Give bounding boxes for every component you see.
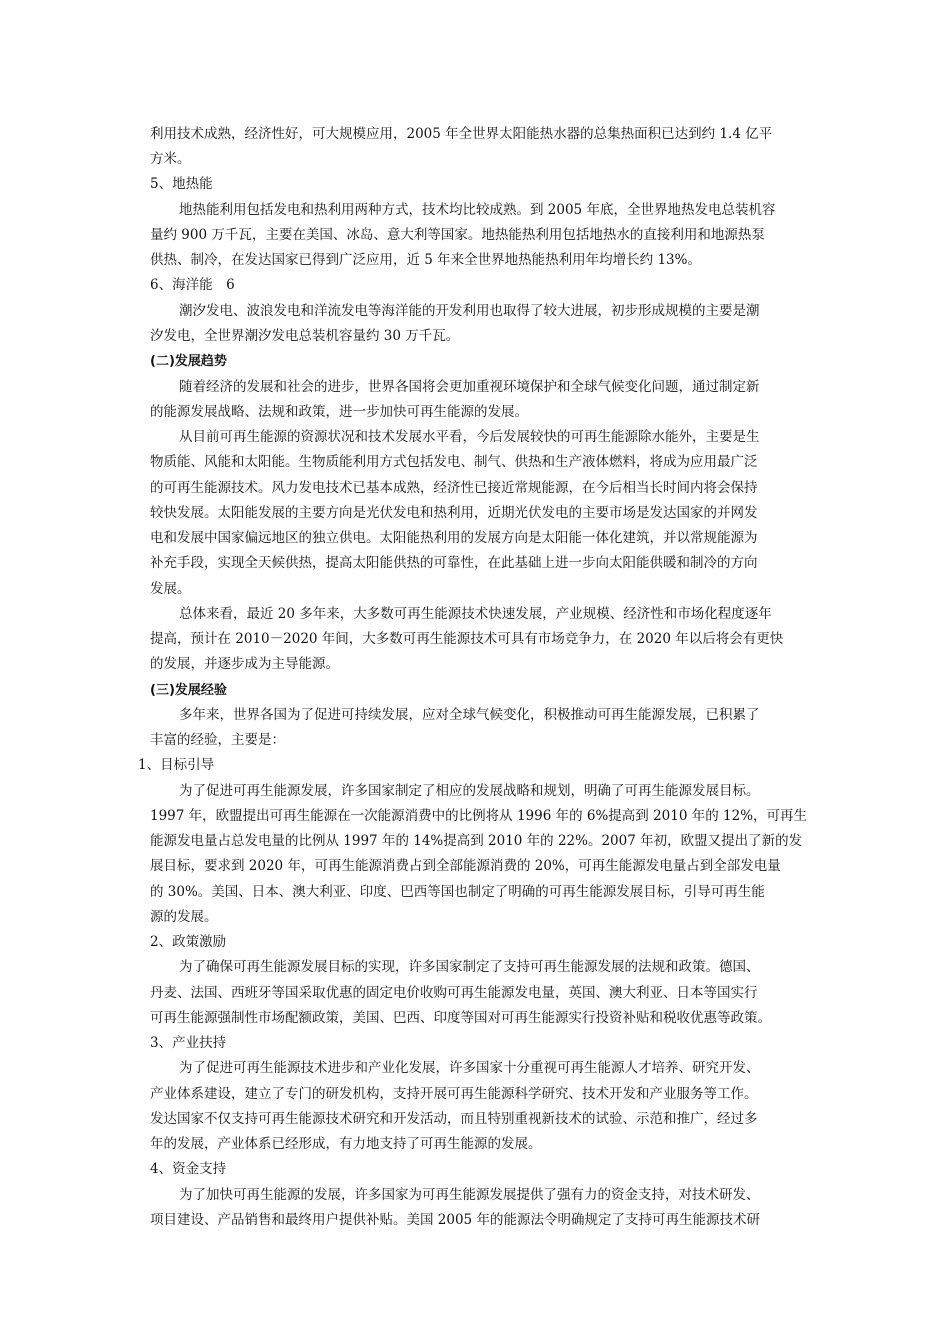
paragraph-start: 潮汐发电、波浪发电和洋流发电等海洋能的开发利用也取得了较大进展，初步形成规模的主要是潮 <box>179 303 760 319</box>
paragraph-start: 多年来，世界各国为了促进可持续发展，应对全球气候变化，积极推动可再生能源发展，已积累了 <box>179 707 760 723</box>
paragraph-start: 随着经济的发展和社会的进步，世界各国将会更加重视环境保护和全球气候变化问题，通过制定新 <box>179 379 760 395</box>
text-line: 利用技术成熟，经济性好，可大规模应用，2005 年全世界太阳能热水器的总集热面积已达到约 1.4 亿平 <box>150 126 773 142</box>
text-line: 电和发展中国家偏远地区的独立供电。太阳能热利用的发展方向是太阳能一体化建筑，并以常规能源为 <box>150 530 758 546</box>
text-line: 较快发展。太阳能发展的主要方向是光伏发电和热利用，近期光伏发电的主要市场是发达国家的并网发 <box>150 505 758 521</box>
paragraph-start: 地热能利用包括发电和热利用两种方式，技术均比较成熟。到 2005 年底，全世界地热发电总装机容 <box>179 202 776 218</box>
text-line: 展目标，要求到 2020 年，可再生能源消费占到全部能源消费的 20%，可再生能源发电量占到全部发电量 <box>150 858 781 874</box>
text-line: 1997 年，欧盟提出可再生能源在一次能源消费中的比例将从 1996 年的 6%提高到 2010 年的 12%，可再生 <box>150 808 808 824</box>
text-line: 产业体系建设，建立了专门的研发机构，支持开展可再生能源科学研究、技术开发和产业服务等工作。 <box>150 1086 758 1102</box>
text-line: 提高，预计在 2010－2020 年间，大多数可再生能源技术可具有市场竞争力，在 2020 年以后将会有更快 <box>150 631 784 647</box>
section-heading: 5、地热能 <box>150 176 213 192</box>
section-heading-bold: (三)发展经验 <box>150 683 227 698</box>
text-line: 能源发电量占总发电量的比例从 1997 年的 14%提高到 2010 年的 22%。2007 年初，欧盟又提出了新的发 <box>150 833 803 849</box>
text-line: 补充手段，实现全天候供热，提高太阳能供热的可靠性，在此基础上进一步向太阳能供暖和制冷的方向 <box>150 555 758 571</box>
text-line: 量约 900 万千瓦，主要在美国、冰岛、意大利等国家。地热能热利用包括地热水的直接利用和地源热泵 <box>150 227 765 243</box>
text-line: 丹麦、法国、西班牙等国采取优惠的固定电价收购可再生能源发电量，英国、澳大利亚、日本等国实行 <box>150 985 758 1001</box>
text-line: 项目建设、产品销售和最终用户提供补贴。美国 2005 年的能源法令明确规定了支持可再生能源技术研 <box>150 1212 760 1228</box>
text-line: 供热、制冷，在发达国家已得到广泛应用，近 5 年来全世界地热能热利用年均增长约 13%。 <box>150 252 701 268</box>
paragraph-start: 总体来看，最近 20 多年来，大多数可再生能源技术快速发展，产业规模、经济性和市场化程度逐年 <box>179 606 772 622</box>
text-line: 汐发电，全世界潮汐发电总装机容量约 30 万千瓦。 <box>150 328 460 344</box>
text-line: 发展。 <box>150 581 191 597</box>
paragraph-start: 从目前可再生能源的资源状况和技术发展水平看，今后发展较快的可再生能源除水能外，主要是生 <box>179 429 760 445</box>
section-heading: 1、目标引导 <box>138 757 215 773</box>
text-line: 年的发展，产业体系已经形成，有力地支持了可再生能源的发展。 <box>150 1136 542 1152</box>
text-line: 可再生能源强制性市场配额政策，美国、巴西、印度等国对可再生能源实行投资补贴和税收优惠等政策。 <box>150 1010 771 1026</box>
text-line: 源的发展。 <box>150 909 218 925</box>
section-heading: 4、资金支持 <box>150 1161 227 1177</box>
section-heading: 6、海洋能 6 <box>150 277 235 293</box>
text-line: 丰富的经验，主要是： <box>150 732 285 748</box>
text-line: 发达国家不仅支持可再生能源技术研究和开发活动，而且特别重视新技术的试验、示范和推广，经过多 <box>150 1111 758 1127</box>
paragraph-start: 为了促进可再生能源技术进步和产业化发展，许多国家十分重视可再生能源人才培养、研究开发、 <box>179 1060 760 1076</box>
text-line: 物质能、风能和太阳能。生物质能利用方式包括发电、制气、供热和生产液体燃料，将成为应用最广泛 <box>150 454 758 470</box>
text-line: 方米。 <box>150 151 191 167</box>
text-line: 的能源发展战略、法规和政策，进一步加快可再生能源的发展。 <box>150 404 528 420</box>
text-line: 的可再生能源技术。风力发电技术已基本成熟，经济性已接近常规能源，在今后相当长时间内将会保持 <box>150 480 758 496</box>
paragraph-start: 为了加快可再生能源的发展，许多国家为可再生能源发展提供了强有力的资金支持，对技术研发、 <box>179 1187 760 1203</box>
section-heading-bold: (二)发展趋势 <box>150 354 227 369</box>
paragraph-start: 为了确保可再生能源发展目标的实现，许多国家制定了支持可再生能源发展的法规和政策。德国、 <box>179 959 760 975</box>
paragraph-start: 为了促进可再生能源发展，许多国家制定了相应的发展战略和规划，明确了可再生能源发展目标。 <box>179 783 760 799</box>
text-line: 的发展，并逐步成为主导能源。 <box>150 656 339 672</box>
section-heading: 3、产业扶持 <box>150 1035 227 1051</box>
section-heading: 2、政策激励 <box>150 934 227 950</box>
text-line: 的 30%。美国、日本、澳大利亚、印度、巴西等国也制定了明确的可再生能源发展目标，引导可再生能 <box>150 884 765 900</box>
